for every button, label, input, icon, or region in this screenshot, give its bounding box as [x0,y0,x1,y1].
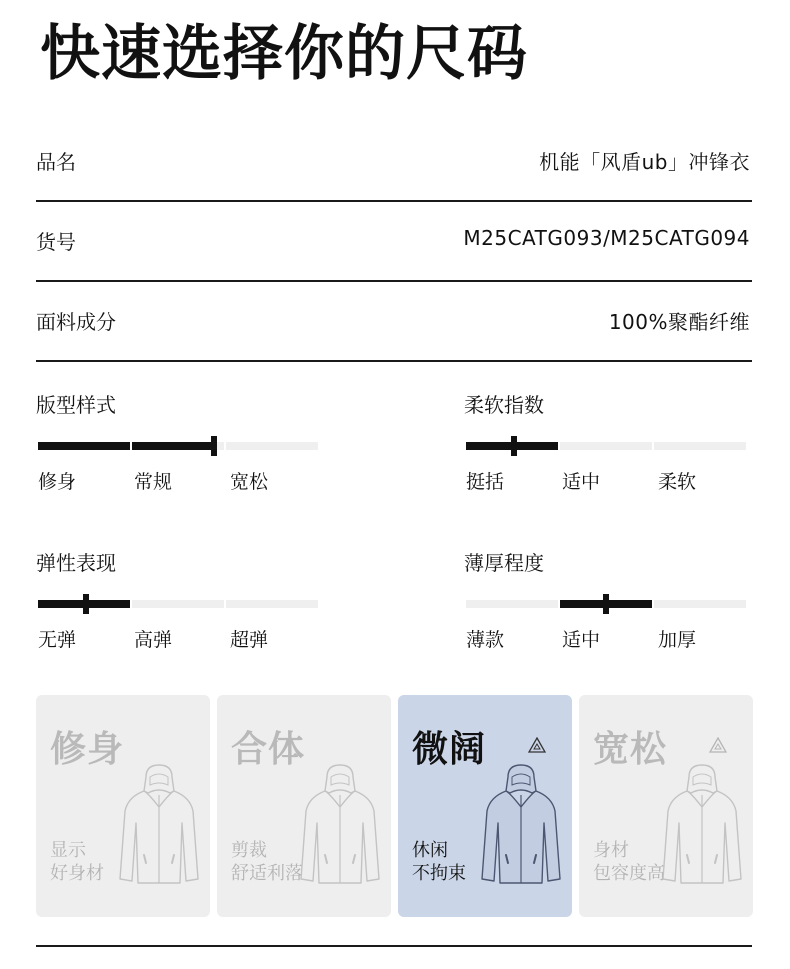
scale-segment [226,600,318,608]
fit-card-desc-line: 显示 [50,840,86,861]
info-value: 机能「风盾ub」冲锋衣 [539,150,750,174]
fit-card-loose[interactable] [579,695,753,917]
fit-card-relaxed[interactable] [398,695,572,917]
scale-segment-fill [132,442,214,450]
fit-card-desc-line: 不拘束 [412,863,466,884]
scale-tick: 修身 [38,471,77,493]
scale-track [466,442,748,450]
scale-tick: 超弹 [230,629,269,651]
fit-card-desc-line: 包容度高 [593,863,665,884]
info-label: 货号 [36,230,76,254]
info-value: 100%聚酯纤维 [608,310,750,334]
fit-card-slim[interactable] [36,695,210,917]
scale-track [38,600,320,608]
scale-tick: 无弹 [38,629,77,651]
bottom-divider [36,945,752,947]
scale-title: 版型样式 [36,393,116,417]
scale-track [38,442,320,450]
hooded-jacket-icon [297,763,383,887]
scale-tick: 常规 [134,471,173,493]
scale-tick: 加厚 [658,629,697,651]
scale-marker [211,436,217,456]
scale-track [466,600,748,608]
page-title: 快速选择你的尺码 [40,19,528,89]
fit-card-title: 合体 [231,729,306,770]
info-label: 面料成分 [36,310,116,334]
scale-marker [83,594,89,614]
scale-marker [603,594,609,614]
fit-card-desc-line: 好身材 [50,863,104,884]
info-value: M25CATG093/M25CATG094 [463,226,750,250]
scale-tick: 宽松 [230,471,269,493]
scale-marker [511,436,517,456]
fit-card-desc-line: 身材 [593,840,629,861]
fit-card-title: 修身 [50,729,125,770]
scale-segment [654,442,746,450]
scale-tick: 适中 [562,629,601,651]
fit-card-title: 微阔 [412,729,487,770]
fit-card-desc [231,839,303,885]
fit-card-desc-line: 剪裁 [231,840,267,861]
scale-segment [38,442,130,450]
hooded-jacket-icon [659,763,745,887]
scale-title: 弹性表现 [36,551,116,575]
info-row-product-name [36,120,752,202]
scale-segment [654,600,746,608]
fit-card-desc [593,839,665,885]
info-row-fabric [36,280,752,362]
triangle-logo-icon [528,737,546,753]
scale-tick: 柔软 [658,471,697,493]
scale-tick: 高弹 [134,629,173,651]
fit-card-regular[interactable] [217,695,391,917]
scale-segment [132,600,224,608]
scale-segment [560,442,652,450]
triangle-logo-icon [709,737,727,753]
scale-tick: 适中 [562,471,601,493]
scale-tick: 薄款 [466,629,505,651]
hooded-jacket-icon [116,763,202,887]
fit-card-desc-line: 舒适利落 [231,863,303,884]
fit-card-desc-line: 休闲 [412,840,448,861]
scale-title: 薄厚程度 [464,551,544,575]
fit-card-title: 宽松 [593,729,668,770]
info-row-item-number [36,200,752,282]
hooded-jacket-icon [478,763,564,887]
scale-tick: 挺括 [466,471,505,493]
scale-segment [466,600,558,608]
info-label: 品名 [36,150,76,174]
scale-title: 柔软指数 [464,393,544,417]
fit-card-desc [412,839,466,885]
fit-card-desc [50,839,104,885]
scale-segment [226,442,318,450]
